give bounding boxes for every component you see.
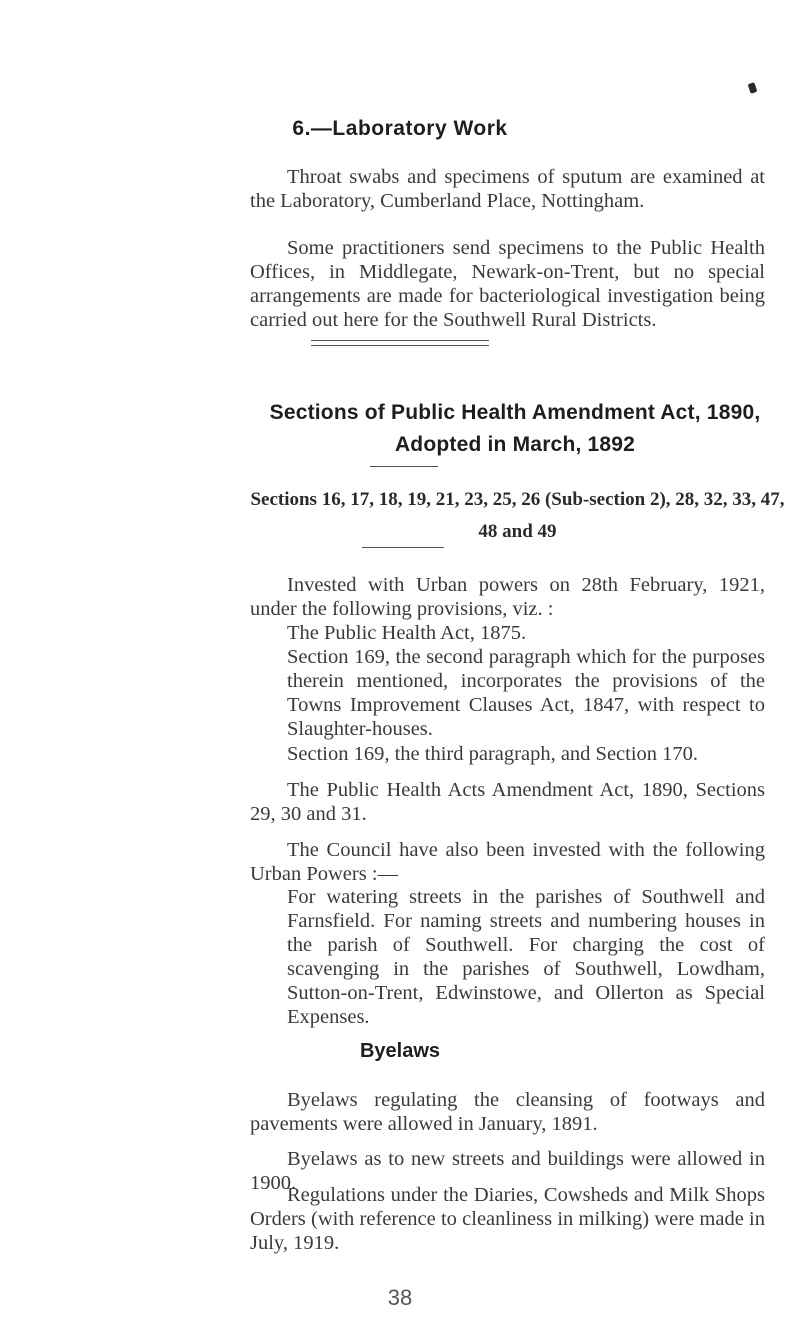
paragraph-council-powers: The Council have also been invested with the following Urban Powers :—: [250, 839, 765, 885]
heading-public-health-amendment: Sections of Public Health Amendment Act, 1890, Adopted in March, 1892: [269, 401, 761, 456]
page-number: 38: [387, 1285, 413, 1310]
provision-public-health-act: The Public Health Act, 1875.: [287, 622, 527, 644]
sections-list: Sections 16, 17, 18, 19, 21, 23, 25, 26 (Sub-section 2), 28, 32, 33, 47, 48 and 49: [250, 489, 785, 542]
double-divider: [311, 340, 489, 346]
byelaw-new-streets: Byelaws as to new streets and buildings were allowed in 1900.: [250, 1148, 765, 1194]
paragraph-invested: Invested with Urban powers on 28th February, 1921, under the following provisions, viz. :: [250, 574, 765, 620]
ink-mark: [748, 82, 758, 94]
divider-short-1: [370, 466, 438, 467]
byelaw-footways: Byelaws regulating the cleansing of footways and pavements were allowed in January, 1891.: [250, 1089, 765, 1135]
divider-short-2: [362, 547, 444, 548]
provision-amendment-act-1890: The Public Health Acts Amendment Act, 1890, Sections 29, 30 and 31.: [250, 779, 765, 825]
provision-section-169-second: Section 169, the second paragraph which for the purposes therein mentioned, incorporates the provisions of the Towns Improvement Clauses Act, 1847, with respect to Slaughter-houses.: [287, 646, 765, 740]
heading-byelaws: Byelaws: [359, 1040, 441, 1062]
paragraph-urban-powers-list: For watering streets in the parishes of Southwell and Farnsfield. For naming streets and numbering houses in the parish of Southwell. For charging the cost of scavenging in the parishes of Southwell, Lowdham, Sutton-on-Trent, Edwinstowe, and Ollerton as Special Expenses.: [287, 886, 765, 1028]
paragraph-laboratory-2: Some practitioners send specimens to the Public Health Offices, in Middlegate, Newark-on-Trent, but no special arrangements are made for bacteriological investigation being carried out here for the Southwell Rural Districts.: [250, 237, 765, 331]
paragraph-laboratory-1: Throat swabs and specimens of sputum are examined at the Laboratory, Cumberland Place, Nottingham.: [250, 166, 765, 212]
provision-section-169-third: Section 169, the third paragraph, and Section 170.: [287, 743, 699, 765]
heading-laboratory-work: 6.—Laboratory Work: [292, 117, 508, 140]
regulations-dairies: Regulations under the Diaries, Cowsheds and Milk Shops Orders (with reference to cleanliness in milking) were made in July, 1919.: [250, 1184, 765, 1254]
